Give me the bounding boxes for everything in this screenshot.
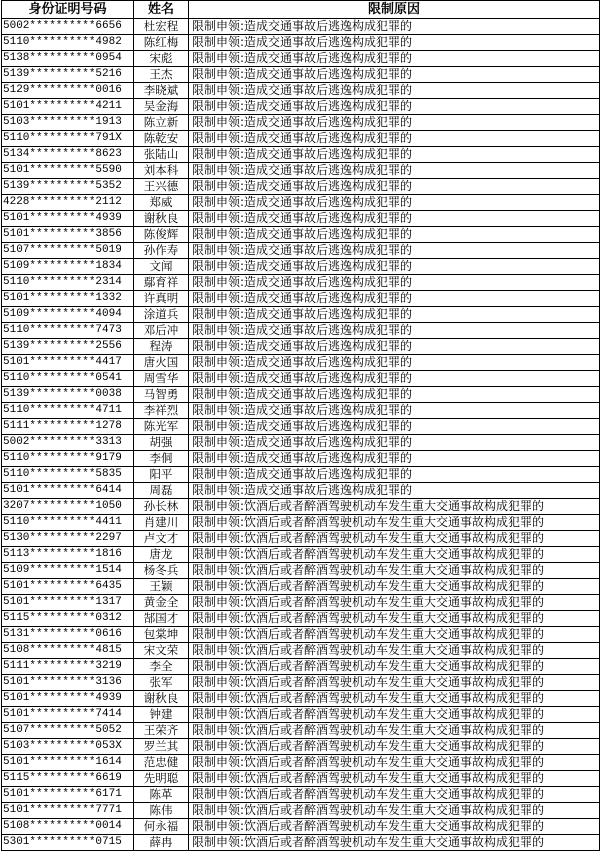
name-cell: 李祥烈 — [134, 403, 189, 419]
table-row — [2, 723, 600, 739]
table-row — [2, 179, 600, 195]
reason-cell: 限制申领:饮酒后或者醉酒驾驶机动车发生重大交通事故构成犯罪的 — [189, 659, 600, 675]
table-row — [2, 227, 600, 243]
reason-cell: 限制申领:饮酒后或者醉酒驾驶机动车发生重大交通事故构成犯罪的 — [189, 643, 600, 659]
reason-cell: 限制申领:造成交通事故后逃逸构成犯罪的 — [189, 195, 600, 211]
table-row — [2, 659, 600, 675]
name-cell: 张军 — [134, 675, 189, 691]
name-cell: 吴金海 — [134, 99, 189, 115]
name-cell: 谢秋良 — [134, 211, 189, 227]
table-row — [2, 131, 600, 147]
reason-cell: 限制申领:造成交通事故后逃逸构成犯罪的 — [189, 323, 600, 339]
table-row — [2, 835, 600, 851]
reason-cell: 限制申领:饮酒后或者醉酒驾驶机动车发生重大交通事故构成犯罪的 — [189, 707, 600, 723]
id-cell: 5131**********0616 — [2, 627, 134, 643]
reason-cell: 限制申领:造成交通事故后逃逸构成犯罪的 — [189, 275, 600, 291]
reason-cell: 限制申领:饮酒后或者醉酒驾驶机动车发生重大交通事故构成犯罪的 — [189, 547, 600, 563]
name-cell: 王荣齐 — [134, 723, 189, 739]
name-cell: 陈乾安 — [134, 131, 189, 147]
reason-cell: 限制申领:造成交通事故后逃逸构成犯罪的 — [189, 259, 600, 275]
name-cell: 郜国才 — [134, 611, 189, 627]
name-cell: 陈立新 — [134, 115, 189, 131]
table-row — [2, 467, 600, 483]
id-cell: 5002**********6656 — [2, 19, 134, 35]
reason-cell: 限制申领:造成交通事故后逃逸构成犯罪的 — [189, 451, 600, 467]
name-cell: 周磊 — [134, 483, 189, 499]
name-cell: 陈革 — [134, 787, 189, 803]
reason-cell: 限制申领:饮酒后或者醉酒驾驶机动车发生重大交通事故构成犯罪的 — [189, 835, 600, 851]
name-cell: 涂道兵 — [134, 307, 189, 323]
table-row — [2, 531, 600, 547]
reason-cell: 限制申领:造成交通事故后逃逸构成犯罪的 — [189, 211, 600, 227]
name-cell: 王颖 — [134, 579, 189, 595]
id-cell: 5101**********3136 — [2, 675, 134, 691]
table-row — [2, 691, 600, 707]
id-cell: 5101**********7771 — [2, 803, 134, 819]
name-cell: 陈红梅 — [134, 35, 189, 51]
table-row — [2, 579, 600, 595]
name-cell: 李侗 — [134, 451, 189, 467]
table-row — [2, 627, 600, 643]
table-row — [2, 675, 600, 691]
id-cell: 5101**********4417 — [2, 355, 134, 371]
table-row — [2, 83, 600, 99]
reason-cell: 限制申领:饮酒后或者醉酒驾驶机动车发生重大交通事故构成犯罪的 — [189, 803, 600, 819]
id-cell: 5301**********0715 — [2, 835, 134, 851]
reason-cell: 限制申领:饮酒后或者醉酒驾驶机动车发生重大交通事故构成犯罪的 — [189, 787, 600, 803]
reason-cell: 限制申领:造成交通事故后逃逸构成犯罪的 — [189, 243, 600, 259]
reason-cell: 限制申领:造成交通事故后逃逸构成犯罪的 — [189, 339, 600, 355]
reason-cell: 限制申领:饮酒后或者醉酒驾驶机动车发生重大交通事故构成犯罪的 — [189, 531, 600, 547]
reason-cell: 限制申领:饮酒后或者醉酒驾驶机动车发生重大交通事故构成犯罪的 — [189, 819, 600, 835]
table-row — [2, 771, 600, 787]
table-row — [2, 243, 600, 259]
reason-cell: 限制申领:造成交通事故后逃逸构成犯罪的 — [189, 419, 600, 435]
reason-cell: 限制申领:造成交通事故后逃逸构成犯罪的 — [189, 387, 600, 403]
name-cell: 周雪华 — [134, 371, 189, 387]
id-cell: 5101**********6414 — [2, 483, 134, 499]
id-cell: 5109**********4094 — [2, 307, 134, 323]
table-row — [2, 35, 600, 51]
reason-cell: 限制申领:饮酒后或者醉酒驾驶机动车发生重大交通事故构成犯罪的 — [189, 739, 600, 755]
name-cell: 王杰 — [134, 67, 189, 83]
table-row — [2, 803, 600, 819]
table-row — [2, 211, 600, 227]
id-cell: 3207**********1050 — [2, 499, 134, 515]
id-cell: 5109**********1834 — [2, 259, 134, 275]
id-cell: 5139**********5352 — [2, 179, 134, 195]
reason-cell: 限制申领:造成交通事故后逃逸构成犯罪的 — [189, 371, 600, 387]
table-row — [2, 355, 600, 371]
table-row — [2, 419, 600, 435]
name-cell: 许真明 — [134, 291, 189, 307]
reason-cell: 限制申领:造成交通事故后逃逸构成犯罪的 — [189, 147, 600, 163]
table-row — [2, 259, 600, 275]
reason-cell: 限制申领:造成交通事故后逃逸构成犯罪的 — [189, 307, 600, 323]
reason-cell: 限制申领:饮酒后或者醉酒驾驶机动车发生重大交通事故构成犯罪的 — [189, 627, 600, 643]
id-cell: 5138**********0954 — [2, 51, 134, 67]
name-cell: 孙长林 — [134, 499, 189, 515]
table-row — [2, 195, 600, 211]
name-cell: 文闻 — [134, 259, 189, 275]
id-cell: 5115**********0312 — [2, 611, 134, 627]
table-body — [2, 19, 600, 851]
table-row — [2, 755, 600, 771]
table-row — [2, 323, 600, 339]
header-row — [2, 1, 600, 19]
id-cell: 5139**********2556 — [2, 339, 134, 355]
id-cell: 5110**********791X — [2, 131, 134, 147]
name-cell: 先明聪 — [134, 771, 189, 787]
name-cell: 郑威 — [134, 195, 189, 211]
table-row — [2, 515, 600, 531]
id-cell: 5107**********5052 — [2, 723, 134, 739]
reason-cell: 限制申领:饮酒后或者醉酒驾驶机动车发生重大交通事故构成犯罪的 — [189, 515, 600, 531]
table-row — [2, 547, 600, 563]
name-cell: 宋文荣 — [134, 643, 189, 659]
table-row — [2, 819, 600, 835]
table-row — [2, 563, 600, 579]
name-cell: 罗兰其 — [134, 739, 189, 755]
header-id: 身份证明号码 — [2, 1, 134, 19]
header-reason: 限制原因 — [189, 1, 600, 19]
reason-cell: 限制申领:造成交通事故后逃逸构成犯罪的 — [189, 67, 600, 83]
reason-cell: 限制申领:造成交通事故后逃逸构成犯罪的 — [189, 115, 600, 131]
name-cell: 胡强 — [134, 435, 189, 451]
id-cell: 5113**********1816 — [2, 547, 134, 563]
reason-cell: 限制申领:饮酒后或者醉酒驾驶机动车发生重大交通事故构成犯罪的 — [189, 611, 600, 627]
id-cell: 5110**********4711 — [2, 403, 134, 419]
id-cell: 5110**********0541 — [2, 371, 134, 387]
reason-cell: 限制申领:造成交通事故后逃逸构成犯罪的 — [189, 19, 600, 35]
reason-cell: 限制申领:造成交通事故后逃逸构成犯罪的 — [189, 403, 600, 419]
id-cell: 5101**********1332 — [2, 291, 134, 307]
table-row — [2, 307, 600, 323]
name-cell: 陈光军 — [134, 419, 189, 435]
reason-cell: 限制申领:造成交通事故后逃逸构成犯罪的 — [189, 483, 600, 499]
name-cell: 张陆山 — [134, 147, 189, 163]
table-row — [2, 739, 600, 755]
table-row — [2, 163, 600, 179]
id-cell: 5101**********6171 — [2, 787, 134, 803]
table-row — [2, 387, 600, 403]
reason-cell: 限制申领:饮酒后或者醉酒驾驶机动车发生重大交通事故构成犯罪的 — [189, 771, 600, 787]
id-cell: 5107**********5019 — [2, 243, 134, 259]
table-row — [2, 67, 600, 83]
reason-cell: 限制申领:饮酒后或者醉酒驾驶机动车发生重大交通事故构成犯罪的 — [189, 595, 600, 611]
reason-cell: 限制申领:饮酒后或者醉酒驾驶机动车发生重大交通事故构成犯罪的 — [189, 675, 600, 691]
header-name: 姓名 — [134, 1, 189, 19]
table-row — [2, 51, 600, 67]
id-cell: 5109**********1514 — [2, 563, 134, 579]
id-cell: 5139**********0038 — [2, 387, 134, 403]
id-cell: 5101**********1317 — [2, 595, 134, 611]
name-cell: 程涛 — [134, 339, 189, 355]
table-row — [2, 99, 600, 115]
id-cell: 5101**********1614 — [2, 755, 134, 771]
name-cell: 杨冬兵 — [134, 563, 189, 579]
table-row — [2, 483, 600, 499]
reason-cell: 限制申领:造成交通事故后逃逸构成犯罪的 — [189, 131, 600, 147]
reason-cell: 限制申领:造成交通事故后逃逸构成犯罪的 — [189, 227, 600, 243]
id-cell: 5110**********4982 — [2, 35, 134, 51]
id-cell: 5134**********8623 — [2, 147, 134, 163]
reason-cell: 限制申领:造成交通事故后逃逸构成犯罪的 — [189, 83, 600, 99]
reason-cell: 限制申领:造成交通事故后逃逸构成犯罪的 — [189, 99, 600, 115]
table-row — [2, 339, 600, 355]
id-cell: 5111**********1278 — [2, 419, 134, 435]
table-row — [2, 115, 600, 131]
name-cell: 谢秋良 — [134, 691, 189, 707]
name-cell: 包棠坤 — [134, 627, 189, 643]
name-cell: 孙作寿 — [134, 243, 189, 259]
id-cell: 5101**********4939 — [2, 211, 134, 227]
id-cell: 5101**********3856 — [2, 227, 134, 243]
id-cell: 5101**********7414 — [2, 707, 134, 723]
id-cell: 4228**********2112 — [2, 195, 134, 211]
reason-cell: 限制申领:造成交通事故后逃逸构成犯罪的 — [189, 179, 600, 195]
name-cell: 范忠健 — [134, 755, 189, 771]
name-cell: 陈俊辉 — [134, 227, 189, 243]
table-row — [2, 499, 600, 515]
id-cell: 5110**********4411 — [2, 515, 134, 531]
name-cell: 刘本科 — [134, 163, 189, 179]
table-header — [2, 1, 600, 19]
reason-cell: 限制申领:造成交通事故后逃逸构成犯罪的 — [189, 467, 600, 483]
id-cell: 5108**********0014 — [2, 819, 134, 835]
table-row — [2, 371, 600, 387]
id-cell: 5130**********2297 — [2, 531, 134, 547]
id-cell: 5103**********1913 — [2, 115, 134, 131]
id-cell: 5139**********5216 — [2, 67, 134, 83]
table-row — [2, 275, 600, 291]
id-cell: 5111**********3219 — [2, 659, 134, 675]
reason-cell: 限制申领:饮酒后或者醉酒驾驶机动车发生重大交通事故构成犯罪的 — [189, 723, 600, 739]
id-cell: 5110**********5835 — [2, 467, 134, 483]
table-row — [2, 787, 600, 803]
reason-cell: 限制申领:饮酒后或者醉酒驾驶机动车发生重大交通事故构成犯罪的 — [189, 755, 600, 771]
table-row — [2, 19, 600, 35]
reason-cell: 限制申领:造成交通事故后逃逸构成犯罪的 — [189, 291, 600, 307]
id-cell: 5101**********4211 — [2, 99, 134, 115]
id-cell: 5108**********4815 — [2, 643, 134, 659]
id-cell: 5101**********4939 — [2, 691, 134, 707]
name-cell: 马智勇 — [134, 387, 189, 403]
reason-cell: 限制申领:饮酒后或者醉酒驾驶机动车发生重大交通事故构成犯罪的 — [189, 499, 600, 515]
name-cell: 鄢育祥 — [134, 275, 189, 291]
name-cell: 唐火国 — [134, 355, 189, 371]
id-cell: 5110**********2314 — [2, 275, 134, 291]
reason-cell: 限制申领:饮酒后或者醉酒驾驶机动车发生重大交通事故构成犯罪的 — [189, 691, 600, 707]
reason-cell: 限制申领:饮酒后或者醉酒驾驶机动车发生重大交通事故构成犯罪的 — [189, 563, 600, 579]
id-cell: 5101**********5590 — [2, 163, 134, 179]
name-cell: 钟建 — [134, 707, 189, 723]
id-cell: 5110**********9179 — [2, 451, 134, 467]
name-cell: 王兴德 — [134, 179, 189, 195]
table-row — [2, 403, 600, 419]
id-cell: 5110**********7473 — [2, 323, 134, 339]
reason-cell: 限制申领:造成交通事故后逃逸构成犯罪的 — [189, 163, 600, 179]
id-cell: 5101**********6435 — [2, 579, 134, 595]
reason-cell: 限制申领:造成交通事故后逃逸构成犯罪的 — [189, 35, 600, 51]
id-cell: 5129**********0016 — [2, 83, 134, 99]
name-cell: 杜宏程 — [134, 19, 189, 35]
name-cell: 邓后冲 — [134, 323, 189, 339]
table-row — [2, 707, 600, 723]
name-cell: 何永福 — [134, 819, 189, 835]
table-row — [2, 643, 600, 659]
name-cell: 卢文才 — [134, 531, 189, 547]
name-cell: 李全 — [134, 659, 189, 675]
name-cell: 肖建川 — [134, 515, 189, 531]
table-row — [2, 147, 600, 163]
id-cell: 5002**********3313 — [2, 435, 134, 451]
name-cell: 唐龙 — [134, 547, 189, 563]
name-cell: 阳平 — [134, 467, 189, 483]
table-row — [2, 595, 600, 611]
table-row — [2, 435, 600, 451]
name-cell: 薛冉 — [134, 835, 189, 851]
restriction-table — [1, 0, 600, 851]
name-cell: 陈伟 — [134, 803, 189, 819]
id-cell: 5103**********053X — [2, 739, 134, 755]
reason-cell: 限制申领:饮酒后或者醉酒驾驶机动车发生重大交通事故构成犯罪的 — [189, 579, 600, 595]
name-cell: 宋彪 — [134, 51, 189, 67]
name-cell: 黄金全 — [134, 595, 189, 611]
reason-cell: 限制申领:造成交通事故后逃逸构成犯罪的 — [189, 355, 600, 371]
table-row — [2, 291, 600, 307]
table-row — [2, 611, 600, 627]
table-row — [2, 451, 600, 467]
reason-cell: 限制申领:造成交通事故后逃逸构成犯罪的 — [189, 51, 600, 67]
id-cell: 5115**********6619 — [2, 771, 134, 787]
reason-cell: 限制申领:造成交通事故后逃逸构成犯罪的 — [189, 435, 600, 451]
name-cell: 李晓斌 — [134, 83, 189, 99]
